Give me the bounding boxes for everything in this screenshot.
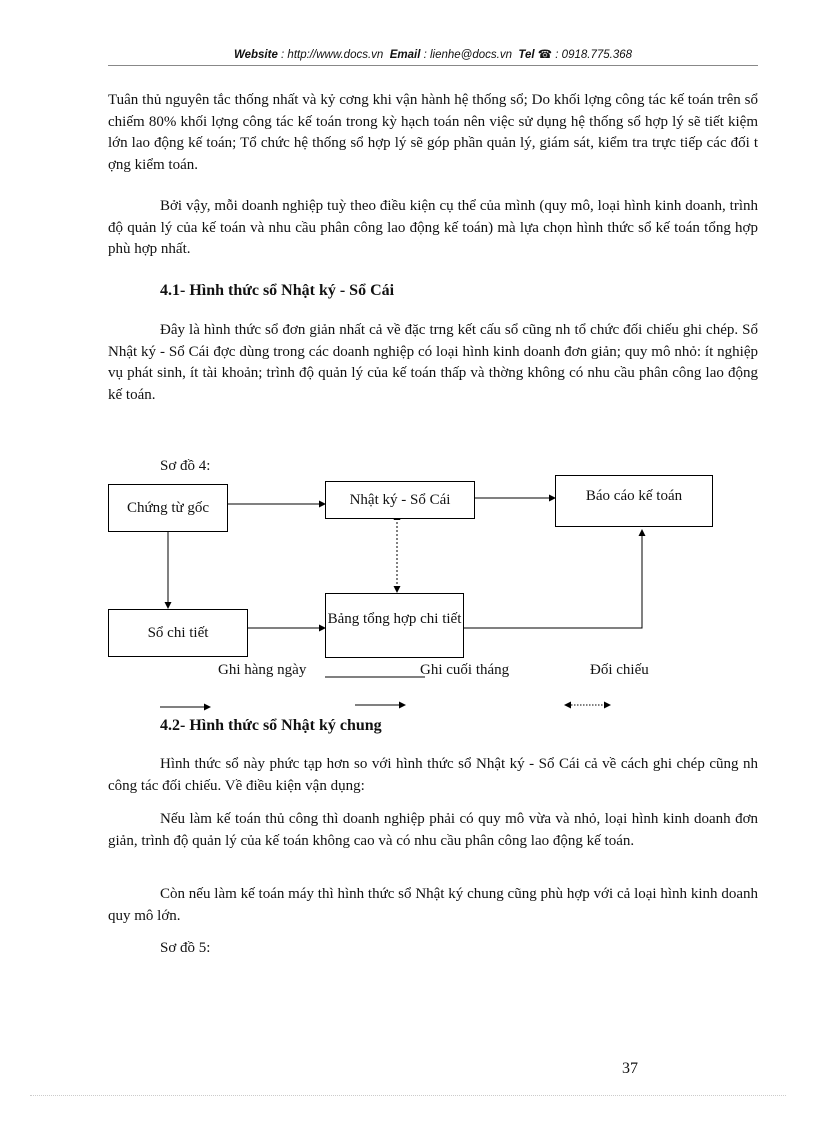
website-label: Website — [233, 49, 278, 61]
paragraph-4: Hình thức sổ này phức tạp hơn so với hình thức sổ Nhật ký - Sổ Cái cả về cách ghi chép cũng nh công tác đối chiếu. Về điều kiện vận dụng: — [108, 756, 758, 794]
heading-4-1: 4.1- Hình thức sổ Nhật ký - Sổ Cái — [160, 282, 395, 299]
page-number: 37 — [622, 1060, 638, 1077]
paragraph-5: Nếu làm kế toán thủ công thì doanh nghiệp phải có quy mô vừa và nhỏ, loại hình kinh doanh đơn giản, trình độ quản lý của kế toán không cao và có nhu cầu phân công lao động kế toán. — [108, 811, 758, 849]
box-so-chi-tiet: Sổ chi tiết — [108, 609, 248, 657]
tel-value: : 0918.775.368 — [555, 49, 633, 61]
box-nhat-ky-so-cai: Nhật ký - Sổ Cái — [325, 481, 475, 519]
legend-ghi-cuoi-thang: Ghi cuối tháng — [420, 662, 510, 678]
paragraph-6: Còn nếu làm kế toán máy thì hình thức sổ Nhật ký chung cũng phù hợp với cả loại hình kinh doanh quy mô lớn. — [108, 886, 758, 924]
paragraph-1: Tuân thủ nguyên tắc thống nhất và kỷ cơng khi vận hành hệ thống sổ; Do khối lợng công tác kế toán trên sổ chiếm 80% khối lợng công tác kế toán trong kỳ hạch toán nên việc sử dụng hệ thống sổ hợp lý sẽ tiết kiệm lớn lao động kế toán; Tổ chức hệ thống sổ hợp lý sẽ góp phần quản lý, giám sát, kiểm tra trực tiếp các đối t ợng kiểm toán. — [108, 92, 758, 173]
diagram-4-caption: Sơ đồ 4: — [160, 458, 211, 474]
tel-label: Tel ☎ — [518, 49, 553, 61]
email-label: Email — [389, 49, 421, 61]
paragraph-2: Bởi vậy, mỗi doanh nghiệp tuỳ theo điều kiện cụ thể của mình (quy mô, loại hình kinh doanh, trình độ quản lý của kế toán và nhu cầu phân công lao động kế toán) mà lựa chọn hình thức sổ kế toán tổng hợp phù hợp nhất. — [108, 198, 758, 257]
legend-doi-chieu: Đối chiếu — [590, 662, 649, 678]
arrow-bth-to-baocao — [464, 530, 642, 628]
footer-divider — [30, 1095, 786, 1096]
heading-4-2: 4.2- Hình thức sổ Nhật ký chung — [160, 717, 382, 734]
box-chung-tu-goc: Chứng từ gốc — [108, 484, 228, 532]
diagram-5-caption: Sơ đồ 5: — [160, 940, 211, 956]
website-value: : http://www.docs.vn — [281, 49, 384, 61]
email-value: : lienhe@docs.vn — [423, 49, 512, 61]
legend-ghi-hang-ngay: Ghi hàng ngày — [218, 662, 307, 678]
box-bang-tong-hop: Bảng tổng hợp chi tiết — [325, 593, 464, 658]
paragraph-3: Đây là hình thức sổ đơn giản nhất cả về đặc trng kết cấu sổ cũng nh tổ chức đối chiếu ghi chép. Sổ Nhật ký - Sổ Cái đợc dùng trong các doanh nghiệp có loại hình kinh doanh đơn giản; quy mô nhỏ: ít nghiệp vụ phát sinh, ít tài khoản; trình độ quản lý của kế toán thấp và thờng không có nhu cầu phân công lao động kế toán. — [108, 322, 758, 403]
box-bao-cao-ke-toan: Báo cáo kế toán — [555, 475, 713, 527]
